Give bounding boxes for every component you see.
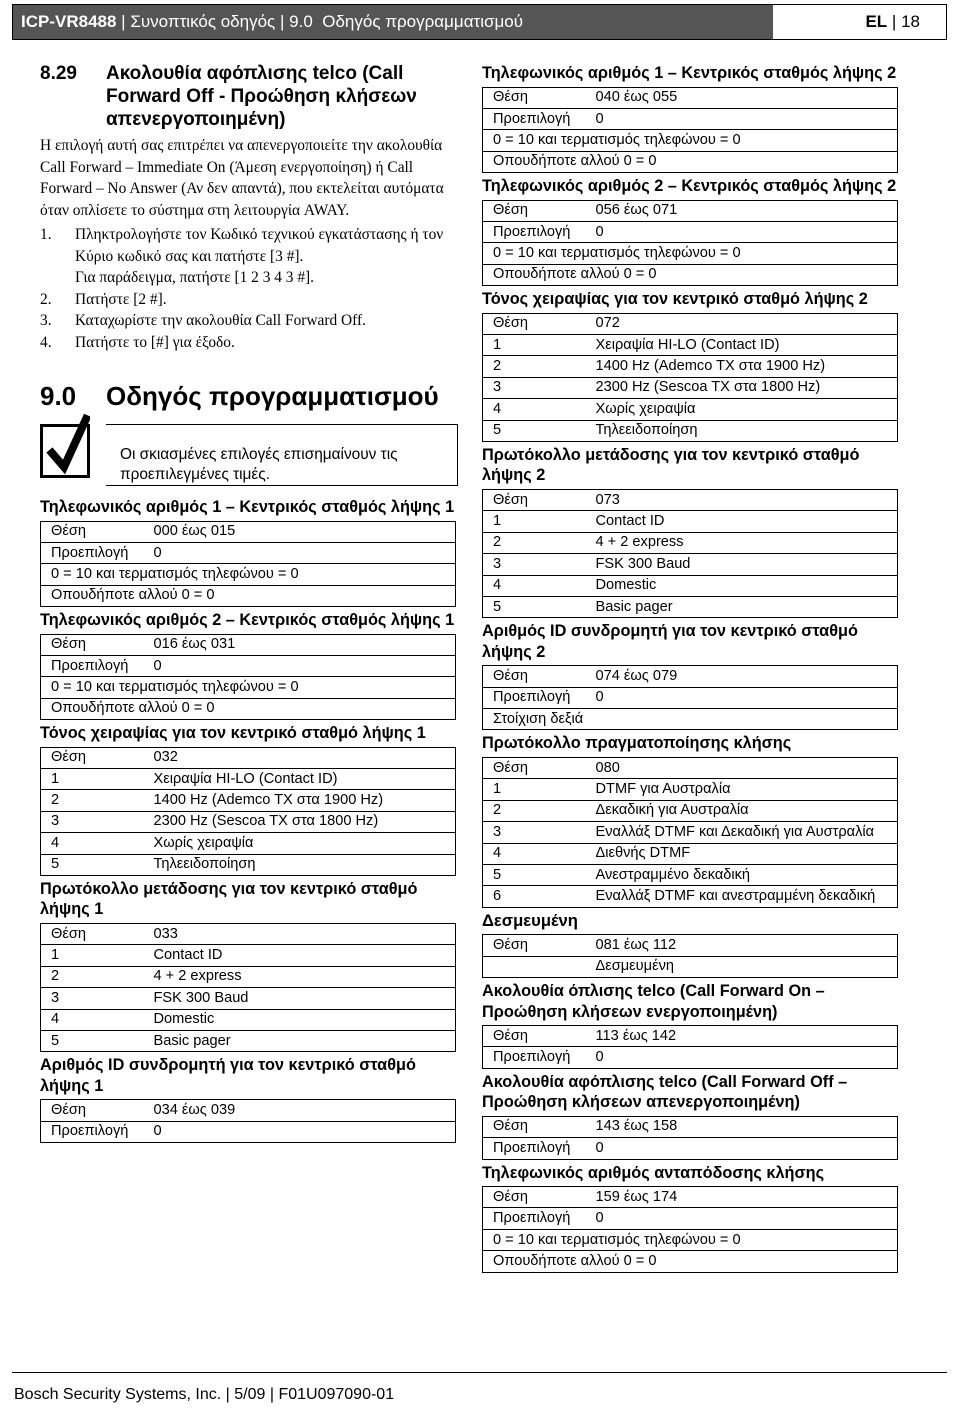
- table-row-option: [483, 554, 898, 575]
- table-row-option: [483, 822, 898, 843]
- table-cell-note: Οπουδήποτε αλλού 0 = 0: [41, 698, 456, 719]
- table-cell-value: 040 έως 055: [596, 87, 898, 108]
- table-cell-key: Θέση: [483, 1116, 596, 1137]
- parameter-table: [40, 1099, 456, 1143]
- parameter-group-title: Αριθμός ID συνδρομητή για τον κεντρικό σταθμό λήψης 1: [40, 1056, 416, 1095]
- table-cell-key: Θέση: [41, 521, 154, 542]
- parameter-group: [482, 63, 900, 173]
- parameter-group: [40, 879, 458, 1052]
- header-sep: |: [121, 12, 126, 31]
- parameter-group-title: Τόνος χειραψίας για τον κεντρικό σταθμό λήψης 1: [40, 724, 426, 743]
- table-cell-key: Προεπιλογή: [483, 1138, 596, 1159]
- table-cell-value: 074 έως 079: [596, 666, 898, 687]
- parameter-group-title: Δεσμευμένη: [482, 910, 578, 930]
- table-row-note: [483, 264, 898, 285]
- table-cell-value: 0: [596, 108, 898, 129]
- header-guide: Συνοπτικός οδηγός: [130, 12, 276, 31]
- step-item: 1. Πληκτρολογήστε τον Κωδικό τεχνικού εγκατάστασης ή τον Κύριο κωδικό σας και πατήστε [3 #]. Για παράδειγμα, πατήστε [1 2 3 4 3 #].: [40, 226, 444, 286]
- table-cell-value: 000 έως 015: [154, 521, 456, 542]
- right-parameter-groups: [482, 63, 900, 1273]
- table-cell-note: Στοίχιση δεξιά: [483, 709, 898, 730]
- table-cell-value: Domestic: [596, 575, 898, 596]
- table-cell-key: 4: [41, 833, 154, 854]
- table-row-option: [483, 356, 898, 377]
- table-row-position: [483, 757, 898, 778]
- parameter-group-title: Τόνος χειραψίας για τον κεντρικό σταθμό λήψης 2: [482, 290, 868, 309]
- parameter-group: [482, 981, 900, 1069]
- chapter-number: 9.0: [40, 381, 77, 411]
- parameter-table: [482, 934, 898, 978]
- parameter-group: [482, 733, 900, 907]
- table-row-option: [41, 1009, 456, 1030]
- table-row-option: [41, 790, 456, 811]
- section-title-text: Ακολουθία αφόπλισης telco (Call Forward Off - Προώθηση κλήσεων απενεργοποιημένη): [106, 63, 417, 130]
- parameter-group-title: Πρωτόκολλο μετάδοσης για τον κεντρικό σταθμό λήψης 1: [40, 879, 418, 919]
- step-list: [40, 224, 458, 353]
- table-cell-value: Δεκαδική για Αυστραλία: [596, 800, 898, 821]
- table-cell-value: Domestic: [154, 1009, 456, 1030]
- table-cell-value: 113 έως 142: [596, 1026, 898, 1047]
- table-row-default: [483, 687, 898, 708]
- parameter-group-title: Αριθμός ID συνδρομητή για τον κεντρικό σταθμό λήψης 2: [482, 622, 858, 661]
- table-cell-value: 143 έως 158: [596, 1116, 898, 1137]
- table-cell-key: 1: [483, 511, 596, 532]
- table-row-option: [41, 988, 456, 1009]
- table-cell-value: Χωρίς χειραψία: [154, 833, 456, 854]
- parameter-group-title: Τηλεφωνικός αριθμός 2 – Κεντρικός σταθμός λήψης 2: [482, 177, 897, 196]
- table-cell-key: 5: [483, 420, 596, 441]
- table-cell-key: 2: [483, 532, 596, 553]
- table-row-note: [483, 1251, 898, 1272]
- table-cell-key: Προεπιλογή: [41, 542, 154, 563]
- table-cell-value: FSK 300 Baud: [596, 554, 898, 575]
- table-cell-key: 3: [483, 822, 596, 843]
- table-row-option: [41, 811, 456, 832]
- table-cell-value: 034 έως 039: [154, 1100, 456, 1121]
- table-row-option: [483, 335, 898, 356]
- table-row-note: [41, 677, 456, 698]
- table-row-default: [41, 1121, 456, 1142]
- table-cell-key: Θέση: [483, 666, 596, 687]
- footer-date: 5/09: [234, 1386, 266, 1403]
- table-cell-key: 1: [483, 779, 596, 800]
- table-row-option: [483, 575, 898, 596]
- table-cell-key: Θέση: [483, 489, 596, 510]
- parameter-table: [482, 200, 898, 287]
- table-row-position: [41, 521, 456, 542]
- table-cell-note: 0 = 10 και τερματισμός τηλεφώνου = 0: [483, 1229, 898, 1250]
- table-row-option: [41, 854, 456, 875]
- page-header: [12, 4, 947, 40]
- table-row-position: [41, 1100, 456, 1121]
- table-cell-value: Χειραψία HI-LO (Contact ID): [154, 769, 456, 790]
- parameter-group-title: Ακολουθία όπλισης telco (Call Forward On – Προώθηση κλήσεων ενεργοποιημένη): [482, 982, 825, 1021]
- parameter-group: [40, 610, 458, 720]
- parameter-group: [482, 621, 900, 730]
- chapter-title-text: Οδηγός προγραμματισμού: [106, 381, 439, 411]
- table-cell-key: Θέση: [483, 935, 596, 956]
- table-cell-note: 0 = 10 και τερματισμός τηλεφώνου = 0: [41, 564, 456, 585]
- table-cell-value: 073: [596, 489, 898, 510]
- table-cell-value: 4 + 2 express: [154, 966, 456, 987]
- section-number: 8.29: [40, 63, 77, 84]
- table-row-note: [41, 585, 456, 606]
- table-row-note: [483, 1229, 898, 1250]
- footer-sep: |: [269, 1386, 274, 1403]
- table-row-default: [483, 108, 898, 129]
- table-cell-value: 0: [154, 542, 456, 563]
- table-row-position: [483, 489, 898, 510]
- table-cell-key: Προεπιλογή: [41, 655, 154, 676]
- table-cell-value: Εναλλάξ DTMF και ανεστραμμένη δεκαδική: [596, 886, 898, 907]
- step-item: 4. Πατήστε το [#] για έξοδο.: [40, 333, 235, 351]
- parameter-table: [482, 1025, 898, 1069]
- table-row-note: [483, 130, 898, 151]
- parameter-group: [482, 445, 900, 618]
- header-product: ICP-VR8488: [21, 12, 117, 31]
- table-cell-value: Χωρίς χειραψία: [596, 399, 898, 420]
- section-intro: Η επιλογή αυτή σας επιτρέπει να απενεργοποιείτε την ακολουθία Call Forward – Immediate On (Άμεση ενεργοποίηση) ή Call Forward – No Answer (Αν δεν απαντά), που εκτελείται αυτόματα όταν οπλίσετε το σύστημα στη λειτουργία AWAY.: [40, 137, 444, 219]
- checkbox-check-icon: [40, 424, 90, 478]
- parameter-group: [40, 723, 458, 876]
- table-cell-key: Θέση: [41, 634, 154, 655]
- table-cell-key: 1: [41, 945, 154, 966]
- table-cell-key: Θέση: [483, 200, 596, 221]
- table-cell-value: Τηλεειδοποίηση: [596, 420, 898, 441]
- parameter-table: [482, 1186, 898, 1273]
- table-cell-value: 072: [596, 313, 898, 334]
- table-cell-value: 016 έως 031: [154, 634, 456, 655]
- table-cell-value: 081 έως 112: [596, 935, 898, 956]
- parameter-group: [482, 176, 900, 286]
- parameter-group-title: Πρωτόκολλο μετάδοσης για τον κεντρικό σταθμό λήψης 2: [482, 445, 860, 485]
- parameter-group-title: Τηλεφωνικός αριθμός 2 – Κεντρικός σταθμός λήψης 1: [40, 611, 455, 630]
- table-row-note: [41, 698, 456, 719]
- table-cell-value: 2300 Hz (Sescoa TX στα 1800 Hz): [154, 811, 456, 832]
- table-cell-key: Προεπιλογή: [41, 1121, 154, 1142]
- table-cell-value: 033: [154, 923, 456, 944]
- parameter-table: [40, 521, 456, 608]
- right-column: [482, 62, 900, 1276]
- table-cell-value: 4 + 2 express: [596, 532, 898, 553]
- page-footer: [14, 1386, 394, 1404]
- table-cell-value: 080: [596, 757, 898, 778]
- table-row-option: [483, 399, 898, 420]
- footer-rule: [12, 1372, 947, 1373]
- table-row-default: [483, 1047, 898, 1068]
- table-cell-value: Δεσμευμένη: [596, 956, 898, 977]
- table-cell-note: 0 = 10 και τερματισμός τηλεφώνου = 0: [41, 677, 456, 698]
- table-cell-value: 0: [154, 655, 456, 676]
- table-cell-key: 5: [41, 854, 154, 875]
- table-cell-key: 2: [41, 966, 154, 987]
- table-cell-key: Θέση: [41, 923, 154, 944]
- note-box: [40, 424, 458, 496]
- header-sep: |: [280, 12, 285, 31]
- table-cell-key: 5: [483, 596, 596, 617]
- left-column: [40, 62, 458, 1146]
- table-cell-note: 0 = 10 και τερματισμός τηλεφώνου = 0: [483, 243, 898, 264]
- footer-sep: |: [225, 1386, 230, 1403]
- table-cell-key: Θέση: [483, 1026, 596, 1047]
- table-cell-value: Ανεστραμμένο δεκαδική: [596, 864, 898, 885]
- table-row-reserved: [483, 956, 898, 977]
- table-row-default: [483, 1208, 898, 1229]
- table-cell-value: 2300 Hz (Sescoa TX στα 1800 Hz): [596, 377, 898, 398]
- parameter-group: [482, 1163, 900, 1273]
- parameter-table: [482, 313, 898, 442]
- table-row-default: [41, 655, 456, 676]
- table-cell-value: Χειραψία HI-LO (Contact ID): [596, 335, 898, 356]
- table-cell-value: DTMF για Αυστραλία: [596, 779, 898, 800]
- chapter-title: [40, 381, 458, 412]
- table-cell-note: Οπουδήποτε αλλού 0 = 0: [483, 1251, 898, 1272]
- table-cell-key: 3: [41, 988, 154, 1009]
- table-cell-key: Θέση: [41, 747, 154, 768]
- table-row-position: [483, 313, 898, 334]
- table-cell-key: 4: [483, 399, 596, 420]
- table-row-option: [483, 800, 898, 821]
- table-cell-value: 0: [596, 1047, 898, 1068]
- table-row-option: [483, 779, 898, 800]
- table-cell-value: 0: [596, 687, 898, 708]
- parameter-group-title: Τηλεφωνικός αριθμός 1 – Κεντρικός σταθμός λήψης 2: [482, 64, 897, 82]
- table-cell-key: 4: [483, 843, 596, 864]
- table-row-position: [41, 634, 456, 655]
- step-item: 2. Πατήστε [2 #].: [40, 290, 167, 308]
- table-cell-value: Τηλεειδοποίηση: [154, 854, 456, 875]
- table-row-position: [483, 87, 898, 108]
- table-row-position: [483, 935, 898, 956]
- table-cell-key: 6: [483, 886, 596, 907]
- table-row-note: [483, 151, 898, 172]
- table-row-position: [483, 1116, 898, 1137]
- table-cell-key: 1: [483, 335, 596, 356]
- header-lang: EL: [865, 12, 888, 31]
- parameter-group: [40, 1055, 458, 1143]
- table-cell-key: Προεπιλογή: [483, 1208, 596, 1229]
- table-cell-value: 0: [596, 221, 898, 242]
- table-row-option: [483, 864, 898, 885]
- parameter-table: [482, 757, 898, 908]
- table-row-option: [483, 886, 898, 907]
- table-row-option: [483, 532, 898, 553]
- table-row-option: [483, 843, 898, 864]
- parameter-table: [482, 87, 898, 174]
- table-row-position: [483, 200, 898, 221]
- table-row-position: [483, 666, 898, 687]
- parameter-table: [482, 665, 898, 730]
- table-row-position: [483, 1187, 898, 1208]
- table-row-option: [483, 420, 898, 441]
- footer-company: Bosch Security Systems, Inc.: [14, 1386, 222, 1403]
- parameter-table: [482, 489, 898, 618]
- table-row-option: [41, 769, 456, 790]
- table-cell-value: Basic pager: [154, 1030, 456, 1051]
- table-cell-note: Οπουδήποτε αλλού 0 = 0: [483, 151, 898, 172]
- table-cell-value: 159 έως 174: [596, 1187, 898, 1208]
- parameter-group-title: Ακολουθία αφόπλισης telco (Call Forward Off – Προώθηση κλήσεων απενεργοποιημένη): [482, 1072, 848, 1112]
- parameter-table: [40, 747, 456, 876]
- table-cell-key: Θέση: [41, 1100, 154, 1121]
- table-cell-key: Προεπιλογή: [483, 687, 596, 708]
- header-sep: |: [891, 12, 897, 31]
- table-row-option: [483, 377, 898, 398]
- table-cell-value: Contact ID: [596, 511, 898, 532]
- table-row-option: [41, 945, 456, 966]
- parameter-group: [482, 1072, 900, 1160]
- table-row-default: [41, 542, 456, 563]
- table-cell-key: Προεπιλογή: [483, 221, 596, 242]
- table-cell-key: 3: [483, 554, 596, 575]
- table-cell-note: Οπουδήποτε αλλού 0 = 0: [483, 264, 898, 285]
- table-cell-value: Εναλλάξ DTMF και Δεκαδική για Αυστραλία: [596, 822, 898, 843]
- table-row-option: [41, 966, 456, 987]
- header-page: [773, 5, 946, 39]
- table-cell-value: 032: [154, 747, 456, 768]
- table-cell-key: 2: [483, 800, 596, 821]
- table-cell-value: Contact ID: [154, 945, 456, 966]
- table-cell-value: 1400 Hz (Ademco TX στα 1900 Hz): [596, 356, 898, 377]
- parameter-group-title: Πρωτόκολλο πραγματοποίησης κλήσης: [482, 734, 792, 753]
- table-cell-note: Οπουδήποτε αλλού 0 = 0: [41, 585, 456, 606]
- table-cell-key: 5: [483, 864, 596, 885]
- table-cell-key: 3: [41, 811, 154, 832]
- header-title-bar: [13, 5, 773, 39]
- parameter-group: [482, 289, 900, 442]
- table-row-position: [41, 747, 456, 768]
- table-row-default: [483, 1138, 898, 1159]
- left-parameter-groups: [40, 497, 458, 1143]
- table-cell-key: Θέση: [483, 87, 596, 108]
- table-cell-value: 0: [596, 1138, 898, 1159]
- table-row-option: [483, 511, 898, 532]
- table-cell-value: 1400 Hz (Ademco TX στα 1900 Hz): [154, 790, 456, 811]
- parameter-group-title: Τηλεφωνικός αριθμός ανταπόδοσης κλήσης: [482, 1163, 825, 1182]
- table-cell-key: 5: [41, 1030, 154, 1051]
- table-cell-value: Basic pager: [596, 596, 898, 617]
- table-cell-key: 2: [483, 356, 596, 377]
- parameter-table: [482, 1116, 898, 1160]
- table-cell-key: Προεπιλογή: [483, 108, 596, 129]
- parameter-group-title: Τηλεφωνικός αριθμός 1 – Κεντρικός σταθμός λήψης 1: [40, 498, 455, 516]
- step-item: 3. Καταχωρίστε την ακολουθία Call Forward Off.: [40, 312, 366, 329]
- table-cell-key: [483, 956, 596, 977]
- footer-doc: F01U097090-01: [278, 1386, 395, 1403]
- parameter-group: [40, 497, 458, 607]
- table-cell-value: 056 έως 071: [596, 200, 898, 221]
- table-row-note: [41, 564, 456, 585]
- section-8-29-title: [40, 62, 458, 131]
- table-cell-key: 3: [483, 377, 596, 398]
- table-row-option: [483, 596, 898, 617]
- header-section: 9.0: [289, 12, 313, 31]
- table-row-position: [483, 1026, 898, 1047]
- table-cell-key: 4: [483, 575, 596, 596]
- table-cell-value: 0: [154, 1121, 456, 1142]
- table-row-option: [41, 1030, 456, 1051]
- header-section-title: Οδηγός προγραμματισμού: [322, 12, 524, 31]
- table-row-note: [483, 709, 898, 730]
- table-row-position: [41, 923, 456, 944]
- table-cell-key: 4: [41, 1009, 154, 1030]
- table-row-option: [41, 833, 456, 854]
- note-text: Οι σκιασμένες επιλογές επισημαίνουν τις προεπιλεγμένες τιμές.: [106, 424, 458, 486]
- table-cell-key: Προεπιλογή: [483, 1047, 596, 1068]
- table-cell-key: Θέση: [483, 757, 596, 778]
- table-row-note: [483, 243, 898, 264]
- table-cell-value: FSK 300 Baud: [154, 988, 456, 1009]
- header-page-number: 18: [901, 12, 920, 31]
- table-cell-key: Θέση: [483, 1187, 596, 1208]
- parameter-group: [482, 911, 900, 978]
- parameter-table: [40, 923, 456, 1052]
- table-cell-key: 1: [41, 769, 154, 790]
- table-cell-key: 2: [41, 790, 154, 811]
- table-cell-key: Θέση: [483, 313, 596, 334]
- table-row-default: [483, 221, 898, 242]
- table-cell-value: 0: [596, 1208, 898, 1229]
- table-cell-note: 0 = 10 και τερματισμός τηλεφώνου = 0: [483, 130, 898, 151]
- table-cell-value: Διεθνής DTMF: [596, 843, 898, 864]
- parameter-table: [40, 634, 456, 721]
